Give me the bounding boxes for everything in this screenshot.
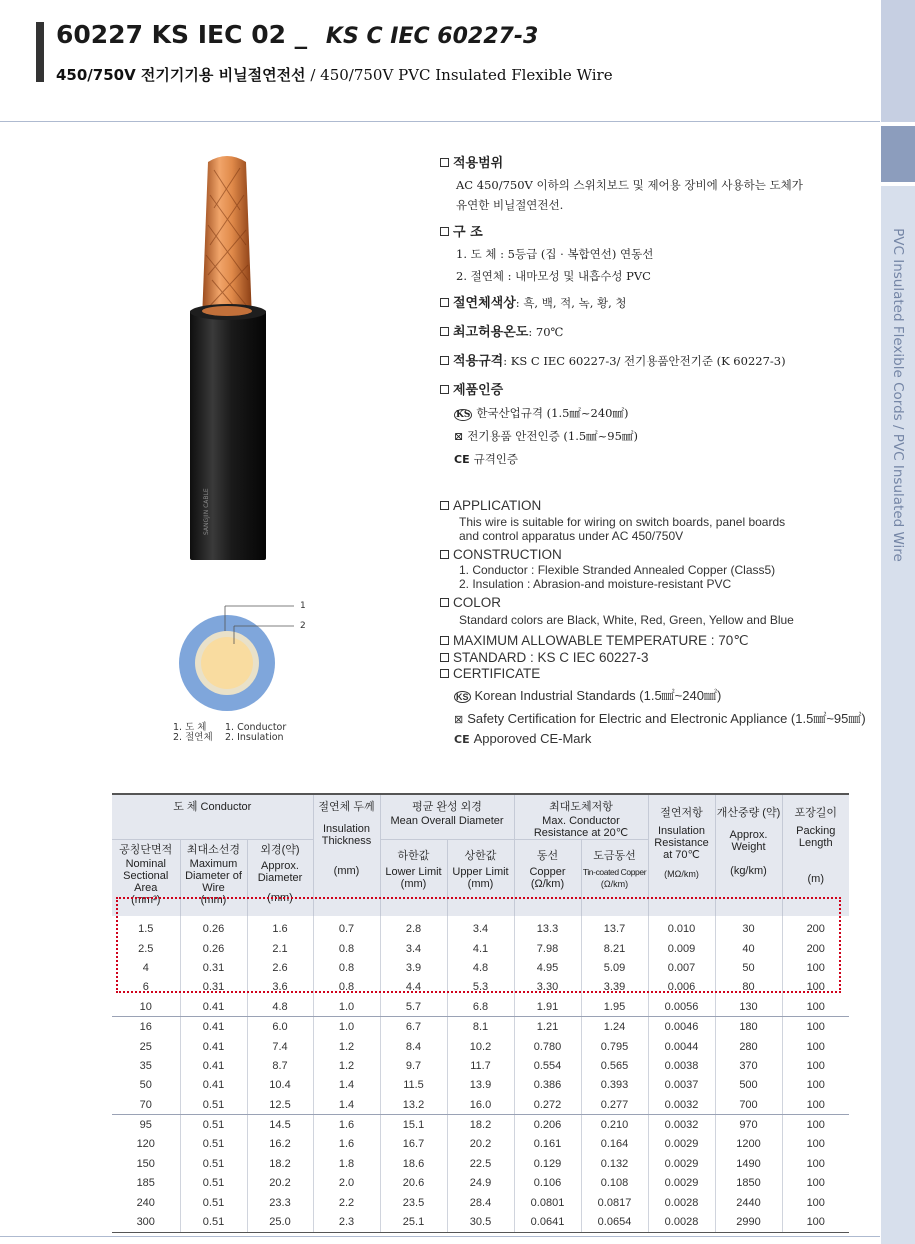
page-subtitle <box>56 64 613 85</box>
bullet-square-icon <box>440 636 449 645</box>
cell-ins-thickness: 1.2 <box>313 1037 380 1056</box>
en-standard-line: STANDARD : KS C IEC 60227-3 <box>440 650 880 665</box>
cable-cross-section <box>172 596 322 716</box>
cell-area: 1.5 <box>138 923 154 936</box>
cell-upper-limit: 5.3 <box>447 978 514 997</box>
en-color-heading: COLOR <box>440 595 880 610</box>
cell-ins-thickness: 1.2 <box>313 1056 380 1075</box>
cell-tin-res: 13.7 <box>581 916 648 939</box>
spec-korean <box>440 152 880 467</box>
cell-ins-thickness: 2.0 <box>313 1174 380 1193</box>
cell-approx-dia: 20.2 <box>247 1174 313 1193</box>
cell-ins-res: 0.0056 <box>648 997 715 1017</box>
cell-weight: 80 <box>715 978 782 997</box>
cell-lower-limit: 3.4 <box>380 939 447 958</box>
cell-area: 25 <box>139 1040 152 1053</box>
callout-2: 2 <box>300 621 306 631</box>
cell-upper-limit: 16.0 <box>447 1095 514 1115</box>
header-copper: 동선 Copper (Ω/km) <box>514 840 581 916</box>
cell-lower-limit: 15.1 <box>380 1115 447 1135</box>
cell-copper-res: 3.30 <box>514 978 581 997</box>
cell-ins-thickness: 0.8 <box>313 978 380 997</box>
en-cert-heading: CERTIFICATE <box>440 666 880 681</box>
cell-approx-dia: 14.5 <box>247 1115 313 1135</box>
cell-weight: 370 <box>715 1056 782 1075</box>
en-color-text: Standard colors are Black, White, Red, Green, Yellow and Blue <box>459 613 794 627</box>
cell-copper-res: 1.21 <box>514 1017 581 1037</box>
cell-copper-res: 0.780 <box>514 1037 581 1056</box>
title-main: 60227 KS IEC 02 _ <box>56 20 308 49</box>
header-insulation-resistance: 절연저항 Insulation Resistance at 70℃ (MΩ/km) <box>648 794 715 916</box>
en-cert-3: CE Apporoved CE-Mark <box>454 731 592 746</box>
cell-packing: 100 <box>782 1076 849 1095</box>
cell-ins-thickness: 1.0 <box>313 997 380 1017</box>
cell-tin-res: 0.210 <box>581 1115 648 1135</box>
table-row <box>112 1095 849 1115</box>
safety-mark-icon: ⊠ <box>454 714 464 726</box>
cell-lower-limit: 25.1 <box>380 1212 447 1232</box>
bullet-square-icon <box>440 501 449 510</box>
cell-max-wire-dia: 0.41 <box>180 1017 247 1037</box>
cell-packing: 100 <box>782 1056 849 1075</box>
ce-mark-icon: CE <box>454 733 470 746</box>
bullet-square-icon <box>440 550 449 559</box>
bullet-square-icon <box>440 669 449 678</box>
subtitle-en: / 450/750V PVC Insulated Flexible Wire <box>310 66 613 84</box>
cell-weight: 2440 <box>715 1193 782 1212</box>
cell-copper-res: 0.0801 <box>514 1193 581 1212</box>
cell-max-wire-dia: 0.51 <box>180 1135 247 1154</box>
cell-tin-res: 1.95 <box>581 997 648 1017</box>
bullet-square-icon <box>440 356 449 365</box>
cell-ins-thickness: 1.6 <box>313 1135 380 1154</box>
cell-upper-limit: 20.2 <box>447 1135 514 1154</box>
cell-area: 185 <box>136 1177 155 1190</box>
callout-1: 1 <box>300 601 306 611</box>
cell-ins-thickness: 1.0 <box>313 1017 380 1037</box>
en-construction-1: 1. Conductor : Flexible Stranded Annealed Copper (Class5) <box>459 563 776 577</box>
cell-max-wire-dia: 0.51 <box>180 1174 247 1193</box>
cell-copper-res: 0.386 <box>514 1076 581 1095</box>
cell-lower-limit: 4.4 <box>380 978 447 997</box>
cell-ins-res: 0.0028 <box>648 1193 715 1212</box>
cell-packing: 100 <box>782 1115 849 1135</box>
cell-approx-dia: 2.1 <box>247 939 313 958</box>
legend-en-1: 1. Conductor <box>225 722 287 733</box>
cell-approx-dia: 23.3 <box>247 1193 313 1212</box>
cell-ins-res: 0.0029 <box>648 1174 715 1193</box>
header-packing-length: 포장길이 Packing Length (m) <box>782 794 849 916</box>
header-divider <box>0 121 880 122</box>
cell-max-wire-dia: 0.51 <box>180 1193 247 1212</box>
cell-packing: 100 <box>782 978 849 997</box>
cell-ins-thickness: 1.4 <box>313 1076 380 1095</box>
bullet-square-icon <box>440 298 449 307</box>
cell-ins-res: 0.0029 <box>648 1154 715 1173</box>
cell-tin-res: 3.39 <box>581 978 648 997</box>
bullet-square-icon <box>440 598 449 607</box>
cell-approx-dia: 8.7 <box>247 1056 313 1075</box>
header-weight: 개산중량 (약) Approx. Weight (kg/km) <box>715 794 782 916</box>
cross-section-legend <box>173 723 286 743</box>
cell-lower-limit: 3.9 <box>380 958 447 977</box>
cell-ins-res: 0.0032 <box>648 1115 715 1135</box>
en-cert-2: ⊠ Safety Certification for Electric and Electronic Appliance (1.5㎟~95㎟) <box>454 711 866 726</box>
cell-upper-limit: 24.9 <box>447 1174 514 1193</box>
table-row <box>112 1076 849 1095</box>
bullet-square-icon <box>440 327 449 336</box>
cell-approx-dia: 7.4 <box>247 1037 313 1056</box>
cell-lower-limit: 9.7 <box>380 1056 447 1075</box>
cell-upper-limit: 8.1 <box>447 1017 514 1037</box>
cell-upper-limit: 18.2 <box>447 1115 514 1135</box>
header-approx-diameter: 외경(약) Approx. Diameter (mm) <box>247 840 313 916</box>
cell-weight: 2990 <box>715 1212 782 1232</box>
cell-lower-limit: 2.8 <box>380 916 447 939</box>
cell-ins-thickness: 0.8 <box>313 958 380 977</box>
kr-cert-3: CE 규격인증 <box>454 452 519 466</box>
bullet-square-icon <box>440 227 449 236</box>
cell-ins-thickness: 0.8 <box>313 939 380 958</box>
header-conductor: 도 체 Conductor <box>112 794 313 840</box>
cell-weight: 280 <box>715 1037 782 1056</box>
cell-tin-res: 0.132 <box>581 1154 648 1173</box>
cell-packing: 100 <box>782 1174 849 1193</box>
kr-cert-1: KS 한국산업규격 (1.5㎟~240㎟) <box>456 406 629 420</box>
en-cert-1: KS Korean Industrial Standards (1.5㎟~240㎟) <box>456 688 722 703</box>
cell-lower-limit: 5.7 <box>380 997 447 1017</box>
header-nominal-area: 공칭단면적 Nominal Sectional Area (mm²) <box>112 840 180 916</box>
cell-ins-thickness: 1.4 <box>313 1095 380 1115</box>
cell-lower-limit: 23.5 <box>380 1193 447 1212</box>
cell-weight: 1200 <box>715 1135 782 1154</box>
side-tab-top <box>881 0 915 122</box>
legend-kr-2: 2. 절연체 <box>173 732 213 743</box>
cell-upper-limit: 22.5 <box>447 1154 514 1173</box>
cell-ins-res: 0.010 <box>648 916 715 939</box>
cell-tin-res: 0.565 <box>581 1056 648 1075</box>
cell-upper-limit: 3.4 <box>447 916 514 939</box>
table-row <box>112 1174 849 1193</box>
cell-lower-limit: 13.2 <box>380 1095 447 1115</box>
cell-weight: 30 <box>715 916 782 939</box>
cell-approx-dia: 1.6 <box>247 916 313 939</box>
cell-packing: 100 <box>782 1095 849 1115</box>
cell-copper-res: 0.129 <box>514 1154 581 1173</box>
cell-ins-res: 0.009 <box>648 939 715 958</box>
en-construction-heading: CONSTRUCTION <box>440 547 880 562</box>
table-row <box>112 1135 849 1154</box>
cell-packing: 100 <box>782 1154 849 1173</box>
table-row <box>112 1154 849 1173</box>
cell-packing: 100 <box>782 958 849 977</box>
cell-max-wire-dia: 0.31 <box>180 958 247 977</box>
cell-tin-res: 0.277 <box>581 1095 648 1115</box>
highlight-box <box>116 897 841 993</box>
cell-area: 150 <box>136 1157 155 1170</box>
page-title <box>56 20 538 49</box>
cell-upper-limit: 10.2 <box>447 1037 514 1056</box>
table-row <box>112 1017 849 1037</box>
kr-construction-heading: 구 조 <box>440 221 880 240</box>
cable-brand-text: SANGJIN CABLE <box>203 488 210 535</box>
cell-approx-dia: 12.5 <box>247 1095 313 1115</box>
cell-weight: 180 <box>715 1017 782 1037</box>
cell-tin-res: 0.0654 <box>581 1212 648 1232</box>
cell-tin-res: 0.0817 <box>581 1193 648 1212</box>
cell-max-wire-dia: 0.51 <box>180 1212 247 1232</box>
cell-tin-res: 1.24 <box>581 1017 648 1037</box>
cell-upper-limit: 4.8 <box>447 958 514 977</box>
header-tin-coated: 도금동선 Tin-coated Copper (Ω/km) <box>581 840 648 916</box>
cell-ins-thickness: 1.8 <box>313 1154 380 1173</box>
table-row <box>112 1115 849 1135</box>
cell-tin-res: 0.795 <box>581 1037 648 1056</box>
cell-packing: 100 <box>782 1212 849 1232</box>
cell-copper-res: 0.106 <box>514 1174 581 1193</box>
cell-lower-limit: 18.6 <box>380 1154 447 1173</box>
cell-ins-res: 0.0038 <box>648 1056 715 1075</box>
cell-ins-res: 0.0032 <box>648 1095 715 1115</box>
cell-max-wire-dia: 0.51 <box>180 1154 247 1173</box>
cell-approx-dia: 10.4 <box>247 1076 313 1095</box>
cell-max-wire-dia: 0.51 <box>180 1095 247 1115</box>
cell-area: 10 <box>112 997 180 1017</box>
bullet-square-icon <box>440 385 449 394</box>
en-application-1: This wire is suitable for wiring on switch boards, panel boards <box>459 515 786 529</box>
ks-mark-icon: KS <box>456 692 469 702</box>
header-upper-limit: 상한값 Upper Limit (mm) <box>447 840 514 916</box>
cell-max-wire-dia: 0.41 <box>180 1056 247 1075</box>
kr-scope-text-2: 유연한 비닐절연전선. <box>456 198 564 212</box>
cell-approx-dia: 4.8 <box>247 997 313 1017</box>
cell-copper-res: 13.3 <box>514 916 581 939</box>
kr-cert-2: ⊠ 전기용품 안전인증 (1.5㎟~95㎟) <box>454 429 638 443</box>
cell-weight: 50 <box>715 958 782 977</box>
cell-weight: 1850 <box>715 1174 782 1193</box>
cell-ins-res: 0.007 <box>648 958 715 977</box>
en-application-2: and control apparatus under AC 450/750V <box>459 529 684 543</box>
header-lower-limit: 하한값 Lower Limit (mm) <box>380 840 447 916</box>
spec-table <box>112 793 849 1233</box>
cell-packing: 100 <box>782 1193 849 1212</box>
cell-tin-res: 0.164 <box>581 1135 648 1154</box>
cell-upper-limit: 6.8 <box>447 997 514 1017</box>
cell-max-wire-dia: 0.41 <box>180 1076 247 1095</box>
en-application-heading: APPLICATION <box>440 498 880 513</box>
cell-approx-dia: 18.2 <box>247 1154 313 1173</box>
cell-ins-thickness: 1.6 <box>313 1115 380 1135</box>
cell-upper-limit: 13.9 <box>447 1076 514 1095</box>
cell-copper-res: 4.95 <box>514 958 581 977</box>
cell-area: 95 <box>139 1119 152 1132</box>
legend-kr-1: 1. 도 체 <box>173 722 207 733</box>
cell-approx-dia: 3.6 <box>247 978 313 997</box>
cell-area: 300 <box>112 1212 180 1232</box>
cell-max-wire-dia: 0.26 <box>180 939 247 958</box>
cell-upper-limit: 30.5 <box>447 1212 514 1232</box>
table-row <box>112 997 849 1017</box>
cell-approx-dia: 25.0 <box>247 1212 313 1232</box>
bullet-square-icon <box>440 653 449 662</box>
cell-area: 35 <box>139 1059 152 1072</box>
cell-area: 50 <box>139 1079 152 1092</box>
cell-weight: 500 <box>715 1076 782 1095</box>
ce-mark-icon: CE <box>454 453 470 466</box>
cell-ins-thickness: 0.7 <box>313 916 380 939</box>
cell-max-wire-dia: 0.26 <box>180 916 247 939</box>
cell-area: 4 <box>142 961 149 974</box>
cell-tin-res: 0.393 <box>581 1076 648 1095</box>
cell-upper-limit: 4.1 <box>447 939 514 958</box>
cell-copper-res: 0.206 <box>514 1115 581 1135</box>
header-mean-overall-diameter: 평균 완성 외경 Mean Overall Diameter <box>380 794 514 840</box>
cell-packing: 200 <box>782 939 849 958</box>
cell-packing: 200 <box>782 916 849 939</box>
cell-lower-limit: 20.6 <box>380 1174 447 1193</box>
cell-area: 120 <box>136 1138 155 1151</box>
bullet-square-icon <box>440 158 449 167</box>
subtitle-bar-accent <box>36 64 44 82</box>
cell-max-wire-dia: 0.41 <box>180 1037 247 1056</box>
cell-weight: 700 <box>715 1095 782 1115</box>
cell-ins-res: 0.0037 <box>648 1076 715 1095</box>
footer-divider <box>0 1236 880 1237</box>
kr-temp-line: 최고허용온도: 70℃ <box>440 321 880 340</box>
kr-scope-text-1: AC 450/750V 이하의 스위치보드 및 제어용 장비에 사용하는 도체가 <box>456 178 803 192</box>
cell-approx-dia: 6.0 <box>247 1017 313 1037</box>
cell-packing: 100 <box>782 997 849 1017</box>
spec-english <box>440 498 880 746</box>
cell-area: 6 <box>142 981 149 994</box>
cell-ins-thickness: 2.2 <box>313 1193 380 1212</box>
en-temp-line: MAXIMUM ALLOWABLE TEMPERATURE : 70℃ <box>440 633 880 649</box>
header-max-resistance: 최대도체저항 Max. Conductor Resistance at 20℃ <box>514 794 648 840</box>
cell-copper-res: 0.161 <box>514 1135 581 1154</box>
cell-packing: 100 <box>782 1037 849 1056</box>
en-construction-2: 2. Insulation : Abrasion-and moisture-resistant PVC <box>459 577 732 591</box>
table-row <box>112 1037 849 1056</box>
cell-ins-thickness: 2.3 <box>313 1212 380 1232</box>
cell-approx-dia: 16.2 <box>247 1135 313 1154</box>
cell-weight: 40 <box>715 939 782 958</box>
kr-construction-2: 2. 절연체 : 내마모성 및 내흡수성 PVC <box>456 269 651 283</box>
cell-upper-limit: 11.7 <box>447 1056 514 1075</box>
kr-construction-1: 1. 도 체 : 5등급 (집 · 복합연선) 연동선 <box>456 247 654 261</box>
cell-weight: 970 <box>715 1115 782 1135</box>
cell-ins-res: 0.006 <box>648 978 715 997</box>
cable-illustration <box>170 150 290 590</box>
cell-tin-res: 5.09 <box>581 958 648 977</box>
cell-lower-limit: 16.7 <box>380 1135 447 1154</box>
kr-color-line: 절연체색상: 흑, 백, 적, 녹, 황, 청 <box>440 292 880 311</box>
cell-packing: 100 <box>782 1135 849 1154</box>
cell-max-wire-dia: 0.41 <box>180 997 247 1017</box>
cell-approx-dia: 2.6 <box>247 958 313 977</box>
kr-scope-heading: 적용범위 <box>440 152 880 171</box>
cell-weight: 1490 <box>715 1154 782 1173</box>
kr-standard-line: 적용규격: KS C IEC 60227-3/ 전기용품안전기준 (K 60227-3) <box>440 350 880 369</box>
cell-max-wire-dia: 0.51 <box>180 1115 247 1135</box>
cell-packing: 100 <box>782 1017 849 1037</box>
cell-tin-res: 0.108 <box>581 1174 648 1193</box>
side-tab-active <box>881 126 915 182</box>
cell-area: 70 <box>112 1095 180 1115</box>
subtitle-kr: 450/750V 전기기기용 비닐절연전선 <box>56 66 306 84</box>
ks-mark-icon: KS <box>456 410 471 420</box>
table-row <box>112 1212 849 1232</box>
safety-mark-icon: ⊠ <box>454 430 464 443</box>
legend-en-2: 2. Insulation <box>225 732 284 743</box>
kr-cert-heading: 제품인증 <box>440 379 880 398</box>
cell-max-wire-dia: 0.31 <box>180 978 247 997</box>
cell-copper-res: 0.0641 <box>514 1212 581 1232</box>
cell-ins-res: 0.0029 <box>648 1135 715 1154</box>
cell-ins-res: 0.0044 <box>648 1037 715 1056</box>
cell-ins-res: 0.0028 <box>648 1212 715 1232</box>
cell-tin-res: 8.21 <box>581 939 648 958</box>
cell-copper-res: 0.554 <box>514 1056 581 1075</box>
header-insulation-thickness: 절연체 두께 Insulation Thickness (mm) <box>313 794 380 916</box>
table-row <box>112 1056 849 1075</box>
title-standard: KS C IEC 60227-3 <box>325 24 539 49</box>
cell-ins-res: 0.0046 <box>648 1017 715 1037</box>
cell-weight: 130 <box>715 997 782 1017</box>
cell-area: 16 <box>139 1021 152 1034</box>
cell-copper-res: 7.98 <box>514 939 581 958</box>
header-max-wire-diameter: 최대소선경 Maximum Diameter of Wire (mm) <box>180 840 247 916</box>
cell-upper-limit: 28.4 <box>447 1193 514 1212</box>
cell-lower-limit: 8.4 <box>380 1037 447 1056</box>
cell-area: 2.5 <box>138 942 154 955</box>
cell-lower-limit: 11.5 <box>380 1076 447 1095</box>
cell-copper-res: 0.272 <box>514 1095 581 1115</box>
side-tab-label: PVC Insulated Flexible Cords / PVC Insulated Wire <box>890 228 906 562</box>
cell-copper-res: 1.91 <box>514 997 581 1017</box>
table-row <box>112 1193 849 1212</box>
cell-area: 240 <box>136 1196 155 1209</box>
cell-lower-limit: 6.7 <box>380 1017 447 1037</box>
